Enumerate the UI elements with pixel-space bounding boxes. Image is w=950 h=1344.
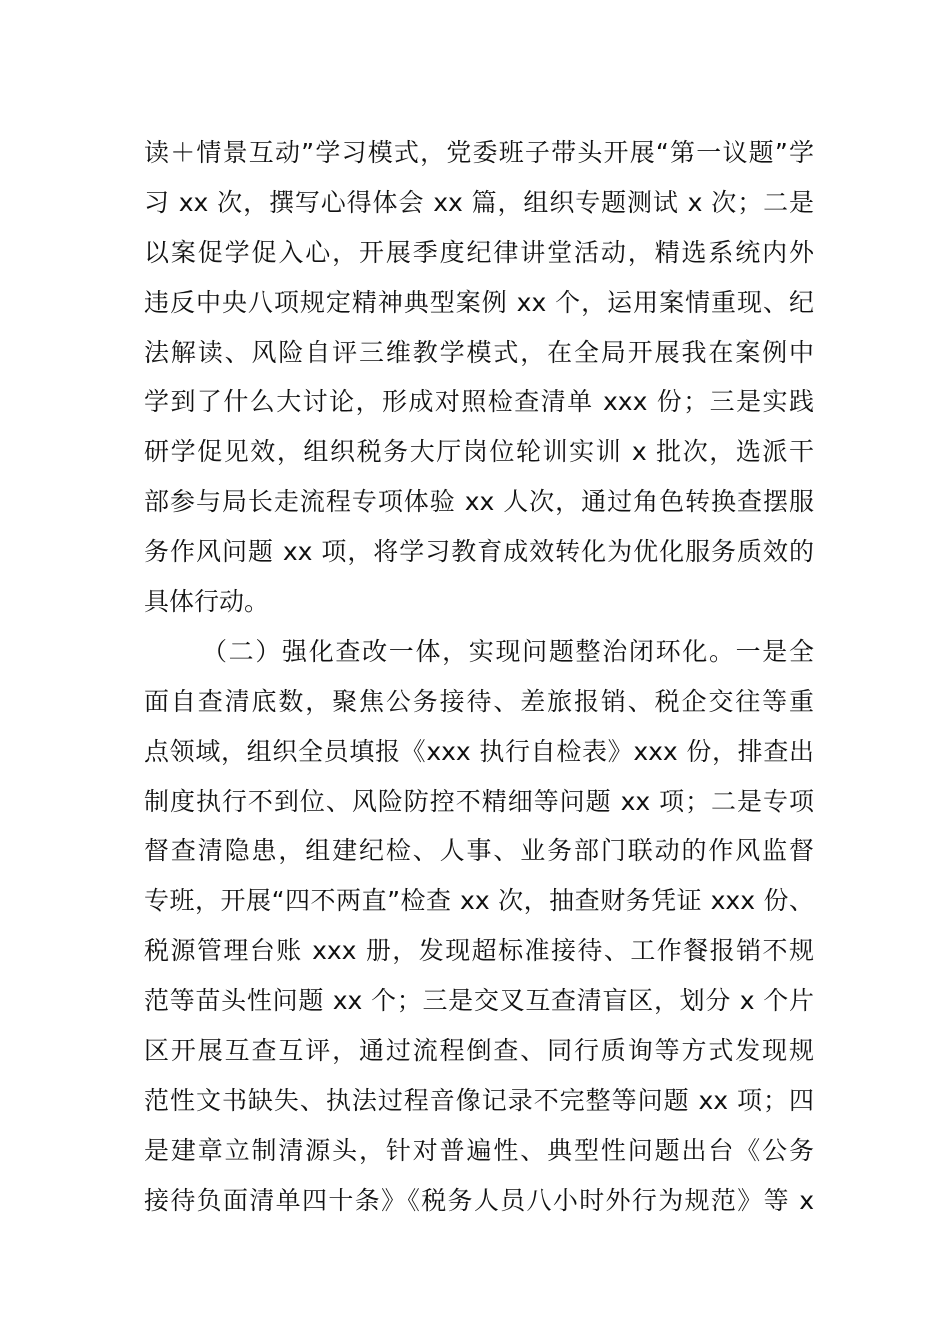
text-line: 具体行动。 — [144, 587, 270, 617]
text-line: 学到了什么大讨论，形成对照检查清单 xxx 份；三是实践 — [144, 387, 814, 417]
text-line: 税源管理台账 xxx 册，发现超标准接待、工作餐报销不规 — [144, 936, 814, 966]
text-line: 是建章立制清源头，针对普遍性、典型性问题出台《公务 — [144, 1135, 814, 1165]
text-line: 务作风问题 xx 项，将学习教育成效转化为优化服务质效的 — [144, 537, 814, 567]
text-line: 以案促学促入心，开展季度纪律讲堂活动，精选系统内外 — [144, 237, 814, 267]
text-line: 制度执行不到位、风险防控不精细等问题 xx 项；二是专项 — [144, 786, 814, 816]
text-line: 督查清隐患，组建纪检、人事、业务部门联动的作风监督 — [144, 836, 814, 866]
section-heading-line: （二）强化查改一体，实现问题整治闭环化。一是全 — [202, 636, 814, 666]
text-line: 部参与局长走流程专项体验 xx 人次，通过角色转换查摆服 — [144, 487, 814, 517]
text-line: 研学促见效，组织税务大厅岗位轮训实训 x 批次，选派干 — [144, 437, 814, 467]
text-line: 习 xx 次，撰写心得体会 xx 篇，组织专题测试 x 次；二是 — [144, 187, 814, 217]
body-text — [144, 128, 814, 1226]
text-line: 范性文书缺失、执法过程音像记录不完整等问题 xx 项；四 — [144, 1085, 814, 1115]
text-line: 区开展互查互评，通过流程倒查、同行质询等方式发现规 — [144, 1036, 814, 1066]
text-line: 面自查清底数，聚焦公务接待、差旅报销、税企交往等重 — [144, 686, 814, 716]
text-line: 违反中央八项规定精神典型案例 xx 个，运用案情重现、纪 — [144, 287, 814, 317]
text-line: 接待负面清单四十条》《税务人员八小时外行为规范》等 x — [144, 1185, 814, 1215]
text-line: 法解读、风险自评三维教学模式，在全局开展我在案例中 — [144, 337, 814, 367]
text-line: 读＋情景互动”学习模式，党委班子带头开展“第一议题”学 — [144, 138, 814, 167]
text-line: 点领域，组织全员填报《xxx 执行自检表》xxx 份，排查出 — [144, 736, 814, 766]
text-line: 专班，开展“四不两直”检查 xx 次，抽查财务凭证 xxx 份、 — [144, 886, 814, 916]
text-line: 范等苗头性问题 xx 个；三是交叉互查清盲区，划分 x 个片 — [144, 986, 814, 1016]
